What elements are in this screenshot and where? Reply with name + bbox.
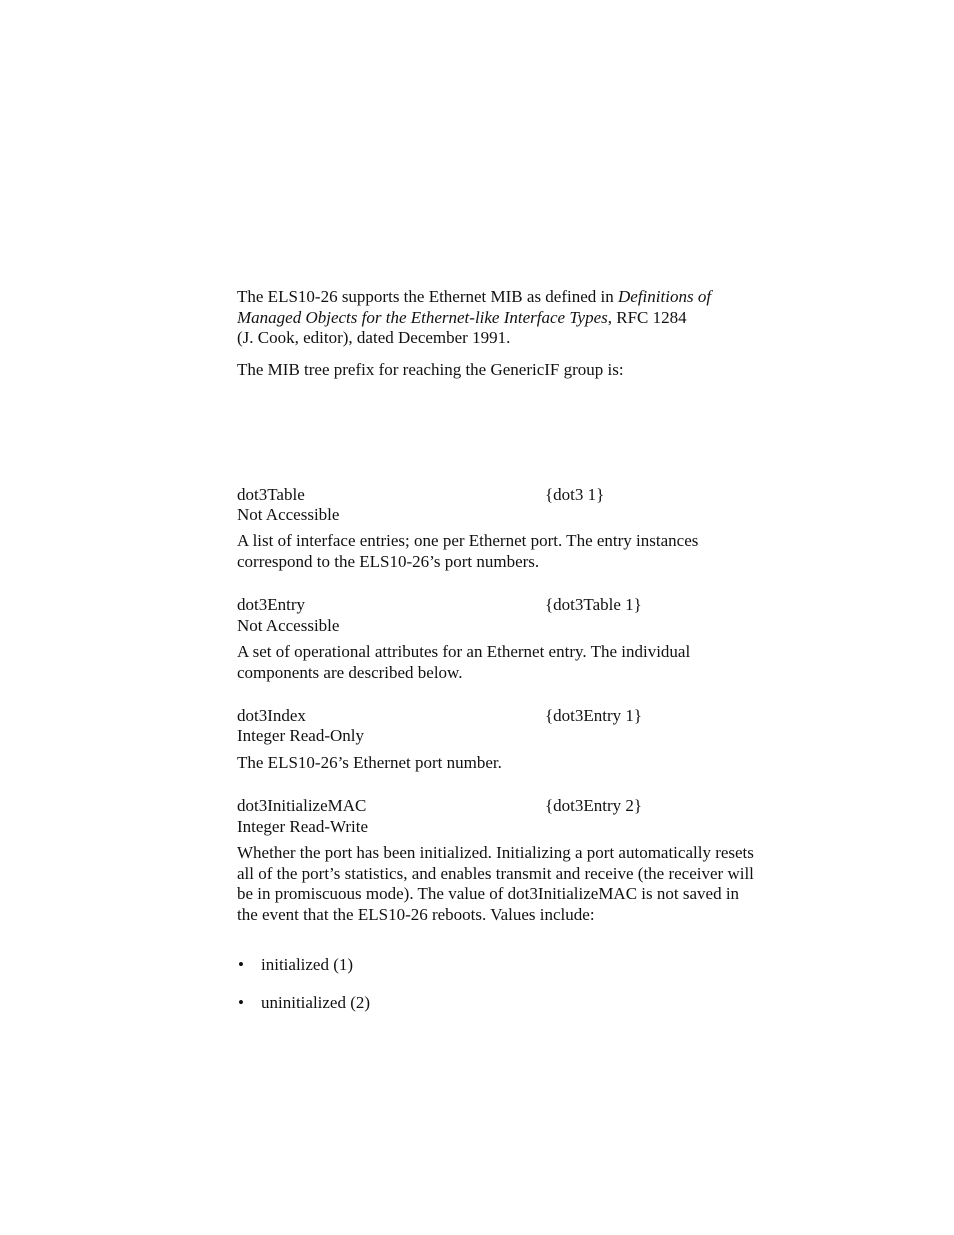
- entry-oid-dot3initializemac: {dot3Entry 2}: [545, 796, 643, 815]
- intro-text-after: , RFC 1284: [607, 307, 687, 327]
- entry-access-dot3table: Not Accessible: [237, 505, 340, 524]
- entry-description-dot3index: The ELS10-26’s Ethernet port number.: [237, 753, 502, 772]
- intro-text-line3: (J. Cook, editor), dated December 1991.: [237, 328, 511, 347]
- bullet-icon: •: [238, 993, 244, 1012]
- entry-oid-dot3table: {dot3 1}: [545, 485, 605, 504]
- entry-name-dot3table: dot3Table: [237, 485, 305, 504]
- entry-description-dot3initializemac: Whether the port has been initialized. Initializing a port automatically resets all of the port’s statistics, and enables transmit and receive (the receiver will be in promiscuous mode). The value of dot3InitializeMAC is not saved in the event that the ELS10-26 reboots. Values include:: [237, 843, 754, 924]
- intro-paragraph: [237, 287, 757, 349]
- entry-oid-dot3entry: {dot3Table 1}: [545, 595, 642, 614]
- value-item-initialized: initialized (1): [261, 955, 354, 974]
- entry-access-dot3entry: Not Accessible: [237, 616, 340, 635]
- bullet-icon: •: [238, 955, 244, 974]
- entry-access-dot3index: Integer Read-Only: [237, 726, 364, 745]
- entry-access-dot3initializemac: Integer Read-Write: [237, 817, 368, 836]
- entry-oid-dot3index: {dot3Entry 1}: [545, 706, 643, 725]
- entry-name-dot3entry: dot3Entry: [237, 595, 305, 614]
- intro-text-before: The ELS10-26 supports the Ethernet MIB as defined in: [237, 287, 619, 306]
- mib-prefix-text: The MIB tree prefix for reaching the GenericIF group is:: [237, 360, 624, 379]
- value-item-uninitialized: uninitialized (2): [261, 993, 371, 1012]
- entry-name-dot3initializemac: dot3InitializeMAC: [237, 796, 367, 815]
- entry-description-dot3entry: A set of operational attributes for an Ethernet entry. The individual components are described below.: [237, 642, 691, 682]
- entry-name-dot3index: dot3Index: [237, 706, 306, 725]
- entry-description-dot3table: A list of interface entries; one per Ethernet port. The entry instances correspond to the ELS10-26’s port numbers.: [237, 531, 699, 571]
- intro-document-title: Definitions of Managed Objects for the Ethernet-like Interface Types: [237, 287, 712, 327]
